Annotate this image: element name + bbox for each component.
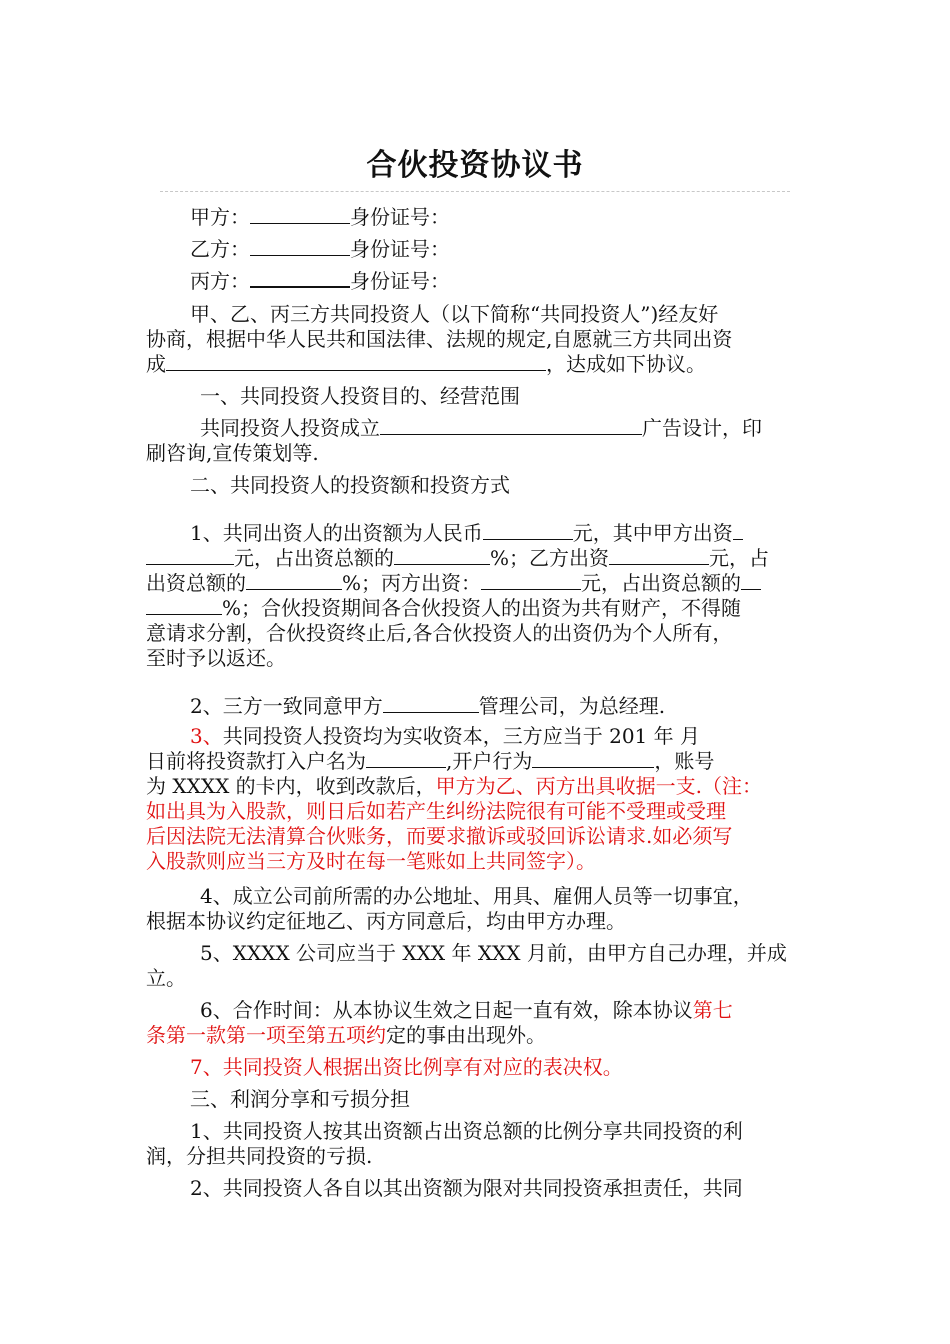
s2-p1-text: 出资总额的 bbox=[146, 571, 246, 595]
intro-line-3-start: 成 bbox=[146, 352, 166, 376]
title-divider bbox=[160, 191, 790, 192]
party-c-id-label: 身份证号： bbox=[350, 269, 450, 293]
s2-p1-text: %；合伙投资期间各合伙投资人的出资为共有财产，不得随 bbox=[222, 596, 742, 620]
party-b-ratio-blank bbox=[246, 571, 342, 590]
company-name-blank bbox=[380, 416, 642, 435]
s2-p1-text: 元，占 bbox=[709, 546, 770, 570]
party-c-ratio-blank bbox=[741, 571, 761, 590]
s2-p6-line-2 bbox=[146, 1021, 810, 1050]
section1-line-1-end: 广告设计，印 bbox=[642, 416, 762, 440]
section1-heading: 一、共同投资人投资目的、经营范围 bbox=[200, 384, 520, 408]
intro-line-1: 甲、乙、丙三方共同投资人（以下简称“共同投资人”)经友好 bbox=[190, 302, 719, 326]
party-b-line bbox=[190, 235, 854, 264]
section1-line-2: 刷咨询,宣传策划等. bbox=[146, 441, 319, 465]
party-a-id-label: 身份证号： bbox=[350, 205, 450, 229]
s3-p1-line-1: 1、共同投资人按其出资额占出资总额的比例分享共同投资的利 bbox=[190, 1119, 743, 1143]
account-name-blank bbox=[366, 749, 446, 768]
intro-blank bbox=[166, 352, 546, 371]
bank-blank bbox=[532, 749, 654, 768]
party-a-blank bbox=[250, 205, 350, 224]
intro-line-2: 协商，根据中华人民共和国法律、法规的规定,自愿就三方共同出资 bbox=[146, 327, 733, 351]
total-capital-blank bbox=[483, 521, 573, 540]
s2-p1-text: 元，其中甲方出资 bbox=[572, 521, 733, 545]
party-a-capital-blank bbox=[733, 521, 743, 540]
s2-p3-text: 为 XXXX 的卡内，收到改款后， bbox=[146, 774, 436, 798]
s2-p4-line-1: 4、成立公司前所需的办公地址、用具、雇佣人员等一切事宜， bbox=[200, 884, 753, 908]
s2-p3-number: 3、 bbox=[190, 724, 223, 748]
section2-heading: 二、共同投资人的投资额和投资方式 bbox=[190, 473, 510, 497]
s2-p6-text: 6、合作时间：从本协议生效之日起一直有效，除本协议 bbox=[200, 998, 693, 1022]
s2-p2-line bbox=[190, 692, 854, 721]
party-c-capital-blank bbox=[481, 571, 581, 590]
s2-p2-text: 2、三方一致同意甲方 bbox=[190, 694, 383, 718]
party-a-label: 甲方： bbox=[190, 205, 250, 229]
party-a-line bbox=[190, 203, 854, 232]
manager-blank bbox=[383, 694, 479, 713]
party-c-label: 丙方： bbox=[190, 269, 250, 293]
s2-p3-text: 共同投资人投资均为实收资本，三方应当于 201 年 月 bbox=[222, 724, 700, 748]
s2-p1-text: %；乙方出资 bbox=[490, 546, 610, 570]
s2-p2-text: 管理公司，为总经理. bbox=[478, 694, 666, 718]
s2-p1-text: 1、共同出资人的出资额为人民币 bbox=[190, 521, 483, 545]
s2-p1-line-6: 至时予以返还。 bbox=[146, 646, 286, 670]
s2-p5-line-1: 5、XXXX 公司应当于 XXX 年 XXX 月前，由甲方自己办理，并成 bbox=[200, 941, 787, 965]
s2-p7-line: 7、共同投资人根据出资比例享有对应的表决权。 bbox=[190, 1055, 623, 1079]
intro-line-3 bbox=[146, 350, 810, 379]
party-a-ratio-blank bbox=[394, 546, 490, 565]
party-b-blank bbox=[250, 237, 350, 256]
s2-p1-text: 元，占出资总额的 bbox=[581, 571, 742, 595]
s3-p2-line-1: 2、共同投资人各自以其出资额为限对共同投资承担责任，共同 bbox=[190, 1176, 743, 1200]
s3-p1-line-2: 润，分担共同投资的亏损. bbox=[146, 1144, 373, 1168]
party-b-label: 乙方： bbox=[190, 237, 250, 261]
party-b-capital-blank bbox=[609, 546, 709, 565]
s2-p3-text: ，账号 bbox=[654, 749, 715, 773]
intro-line-3-end: ，达成如下协议。 bbox=[546, 352, 706, 376]
s2-p3-text: 日前将投资款打入户名为 bbox=[146, 749, 366, 773]
party-c-line bbox=[190, 267, 854, 296]
s2-p1-text: 元，占出资总额的 bbox=[234, 546, 394, 570]
s2-p1-line-5: 意请求分割，合伙投资终止后,各合伙投资人的出资仍为个人所有， bbox=[146, 621, 733, 645]
s2-p3-line-4: 如出具为入股款，则日后如若产生纠纷法院很有可能不受理或受理 bbox=[146, 799, 726, 823]
party-b-id-label: 身份证号： bbox=[350, 237, 450, 261]
s2-p3-text: ,开户行为 bbox=[446, 749, 533, 773]
s2-p5-line-2: 立。 bbox=[146, 966, 186, 990]
s2-p6-highlight: 条第一款第一项至第五项约 bbox=[146, 1023, 386, 1047]
s2-p4-line-2: 根据本协议约定征地乙、丙方同意后，均由甲方办理。 bbox=[146, 909, 626, 933]
section3-heading: 三、利润分享和亏损分担 bbox=[190, 1087, 410, 1111]
party-c-ratio-blank-cont bbox=[146, 596, 222, 615]
s2-p6-highlight: 第七 bbox=[692, 998, 733, 1022]
document-title: 合伙投资协议书 bbox=[366, 148, 584, 183]
party-c-blank bbox=[250, 268, 350, 288]
s2-p3-note: 甲方为乙、丙方出具收据一支.（注： bbox=[435, 774, 763, 798]
s2-p3-line-5: 后因法院无法清算合伙账务，而要求撤诉或驳回诉讼请求.如必须写 bbox=[146, 824, 733, 848]
section1-line-1-start: 共同投资人投资成立 bbox=[200, 416, 380, 440]
s2-p3-line-6: 入股款则应当三方及时在每一笔账如上共同签字）。 bbox=[146, 849, 596, 873]
s2-p6-text: 定的事由出现外。 bbox=[386, 1023, 546, 1047]
s2-p1-text: %；丙方出资： bbox=[342, 571, 482, 595]
party-a-capital-blank-cont bbox=[146, 546, 234, 565]
